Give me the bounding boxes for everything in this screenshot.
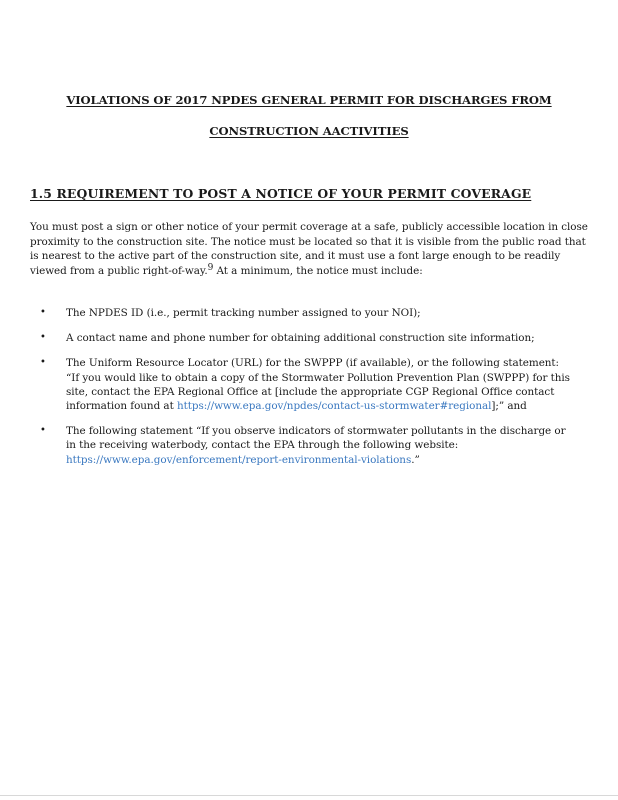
section-heading: 1.5 REQUIREMENT TO POST A NOTICE OF YOUR PERMIT COVERAGE [30,186,532,201]
bullet-icon: • [40,332,46,344]
bullet-icon: • [40,357,46,369]
intro-text: You must post a sign or other notice of your permit coverage at a safe, publicly accessible location in close proximity to the construction site. The notice must be located so that it is visible from the public road that is nearest to the active part of the construction site, and it must use a font large enough to be readily viewed from a public right-of-way. [30,221,588,277]
list-item-npdes-id [30,306,590,320]
intro-tail: At a minimum, the notice must include: [213,264,423,277]
list-item-text [66,424,572,467]
list-item-contact [30,331,590,345]
list-item-text-before: The following statement “If you observe indicators of stormwater pollutants in the discharge or in the receiving waterbody, contact the EPA through the following website: [66,425,566,452]
list-item-text-after: ];” and [491,400,527,413]
bullet-icon: • [40,307,46,318]
bullet-icon: • [40,425,46,437]
list-item-report-statement [30,424,590,467]
document-title-line-2: CONSTRUCTION AACTIVITIES [209,124,409,138]
epa-contact-link[interactable]: https://www.epa.gov/npdes/contact-us-stormwater#regional [176,400,492,413]
intro-paragraph [30,220,590,278]
page-bottom-rule [0,795,618,796]
document-title-line-1: VIOLATIONS OF 2017 NPDES GENERAL PERMIT FOR DISCHARGES FROM [66,93,552,107]
epa-report-violations-link[interactable]: https://www.epa.gov/enforcement/report-environmental-violations [66,453,412,466]
list-item-text [66,356,572,413]
list-item-text: A contact name and phone number for obtaining additional construction site information; [66,332,535,345]
list-item-swppp-url [30,356,590,413]
list-item-text-after: .” [411,453,420,466]
list-item-text-before: The Uniform Resource Locator (URL) for the SWPPP (if available), or the following statement: “If you would like to obtain a copy of the Stormwater Pollution Prevention Plan (SWPPP) for this site, contact the EPA Regional Office at [include the appropriate CGP Regional Office contact information found at [66,357,570,413]
list-item-text: The NPDES ID (i.e., permit tracking number assigned to your NOI); [66,307,421,319]
requirements-list [30,306,590,478]
footnote-marker[interactable]: 9 [207,262,214,273]
